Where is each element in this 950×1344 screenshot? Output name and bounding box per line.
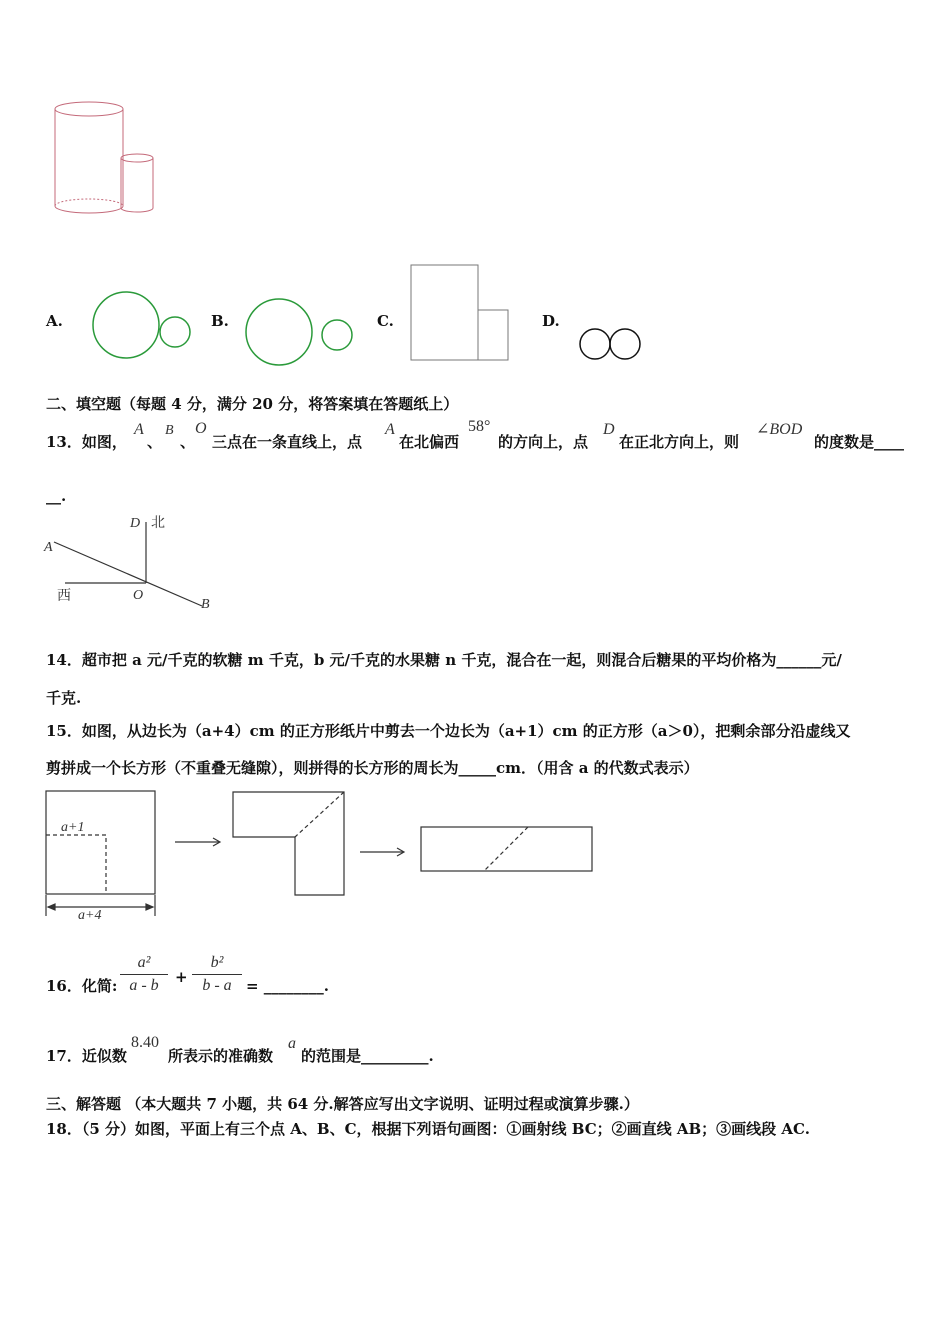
q13-fig-a: A — [44, 540, 53, 555]
q13-text1: 三点在一条直线上，点 — [212, 433, 363, 451]
q16-num1: a² — [137, 954, 151, 971]
q15-fig-outer: a+4 — [78, 908, 102, 922]
q13-text5: 的度数是____ — [814, 433, 905, 451]
q13-var-a2: A — [385, 421, 395, 438]
q13-sep1: 、 — [147, 433, 163, 451]
q13-text4: 在正北方向上，则 — [619, 433, 740, 451]
q13-num: 13．如图， — [46, 433, 127, 451]
q16-eq: = ________. — [246, 977, 330, 995]
option-d-label: D. — [542, 312, 560, 330]
q17-value: 8.40 — [131, 1034, 159, 1051]
q13-var-d: D — [603, 421, 615, 438]
q13-fig-o: O — [133, 588, 144, 603]
q16-num: 16．化简: — [46, 977, 118, 995]
q13-angle: 58° — [468, 418, 491, 435]
q13-text2: 在北偏西 — [399, 433, 460, 451]
q14-line1: 14．超市把 a 元/千克的软糖 m 千克，b 元/千克的水果糖 n 千克，混合在一起，则混合后糖果的平均价格为______元/ — [46, 651, 842, 669]
q13-fig-west: 西 — [57, 589, 71, 604]
q16-plus: + — [175, 968, 188, 986]
option-c-label: C. — [377, 312, 394, 330]
q16-den1: a - b — [129, 977, 159, 994]
cylinders-figure — [50, 98, 160, 220]
option-b-figure — [243, 294, 358, 366]
q17-num: 17．近似数 — [46, 1047, 127, 1065]
option-d-figure — [576, 326, 646, 362]
q13-fig-b: B — [201, 597, 210, 612]
q16-bar1 — [120, 974, 168, 975]
option-c-figure — [408, 262, 512, 364]
q15-figure — [44, 786, 596, 922]
option-b-label: B. — [211, 312, 229, 330]
q15-line1: 15．如图，从边长为（a+4）cm 的正方形纸片中剪去一个边长为（a+1）cm 的正方形（a＞0），把剩余部分沿虚线又 — [46, 722, 851, 740]
section2-heading: 二、填空题（每题 4 分，满分 20 分，将答案填在答题纸上） — [46, 395, 459, 413]
option-a-label: A. — [46, 312, 63, 330]
q13-text6: __. — [46, 487, 67, 505]
q18-text: 18．（5 分）如图，平面上有三个点 A、B、C，根据下列语句画图：①画射线 BC；②画直线 AB；③画线段 AC. — [46, 1120, 810, 1138]
q16-fraction-2 — [192, 954, 242, 995]
option-a-figure — [92, 290, 194, 362]
q13-var-a: A — [134, 421, 144, 438]
q17-var: a — [288, 1035, 296, 1052]
q13-var-b: B — [165, 423, 174, 438]
q13-fig-d: D — [130, 516, 141, 531]
q13-angle-name: ∠BOD — [756, 421, 803, 438]
q16-num2: b² — [210, 954, 224, 971]
q16-fraction-1 — [120, 954, 168, 995]
q13-fig-north: 北 — [151, 516, 165, 531]
q17-text1: 所表示的准确数 — [168, 1047, 274, 1065]
q15-line2: 剪拼成一个长方形（不重叠无缝隙），则拼得的长方形的周长为_____cm．（用含 a 的代数式表示） — [46, 759, 699, 777]
q14-line2: 千克. — [46, 689, 82, 707]
q16-den2: b - a — [202, 977, 232, 994]
q17-text2: 的范围是_________. — [301, 1047, 434, 1065]
q13-var-o: O — [195, 420, 207, 437]
q13-figure — [40, 508, 220, 616]
q13-sep2: 、 — [180, 433, 196, 451]
q13-text3: 的方向上，点 — [498, 433, 589, 451]
section3-heading: 三、解答题 （本大题共 7 小题，共 64 分.解答应写出文字说明、证明过程或演算步骤.） — [46, 1095, 639, 1113]
q15-fig-inner: a+1 — [61, 820, 85, 835]
q16-bar2 — [192, 974, 242, 975]
